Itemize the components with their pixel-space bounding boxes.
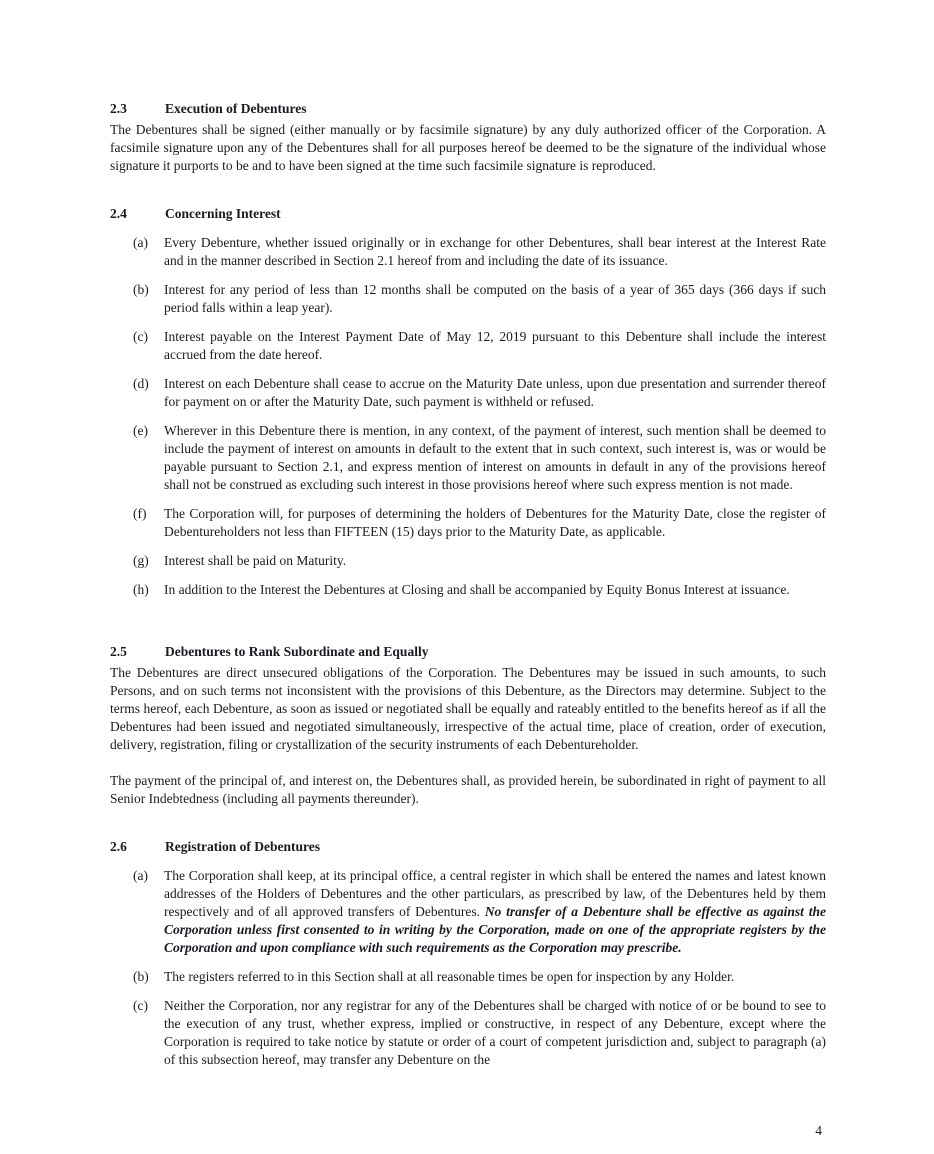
item-text: In addition to the Interest the Debentures at Closing and shall be accompanied by Equity Bonus Interest at issuance. — [164, 582, 790, 597]
item-text-emphasis: No transfer of a Debenture shall be effective as against the Corporation unless first consented to in writing by the Corporation, made on one of the appropriate registers by the Corporation and upon compliance with such requirements as the Corporation may prescribe. — [164, 904, 826, 955]
section-concerning-interest — [110, 205, 826, 599]
section-title: Registration of Debentures — [165, 839, 320, 854]
paragraph: The Debentures shall be signed (either manually or by facsimile signature) by any duly authorized officer of the Corporation. A facsimile signature upon any of the Debentures shall for all purposes hereof be deemed to be the signature of the individual whose signature it purports to be and to have been signed at the time such facsimile signature is reproduced. — [110, 122, 826, 173]
section-heading — [110, 643, 826, 661]
section-title: Concerning Interest — [165, 206, 281, 221]
list-item — [110, 581, 826, 599]
item-marker: (a) — [133, 868, 148, 883]
item-marker: (d) — [133, 376, 149, 391]
section-heading — [110, 205, 826, 223]
item-text: Interest shall be paid on Maturity. — [164, 553, 347, 568]
section-number: 2.4 — [110, 206, 127, 221]
item-marker: (a) — [133, 235, 148, 250]
item-marker: (g) — [133, 553, 149, 568]
item-marker: (h) — [133, 582, 149, 597]
section-heading — [110, 838, 826, 856]
list-item — [110, 505, 826, 541]
section-execution-of-debentures — [110, 100, 826, 175]
list-item — [110, 328, 826, 364]
list-item — [110, 375, 826, 411]
item-text: The Corporation will, for purposes of determining the holders of Debentures for the Maturity Date, close the register of Debentureholders not less than FIFTEEN (15) days prior to the Maturity Date, as applicable. — [164, 506, 826, 539]
item-text: Interest for any period of less than 12 months shall be computed on the basis of a year of 365 days (366 days if such period falls within a leap year). — [164, 282, 826, 315]
section-title: Execution of Debentures — [165, 101, 307, 116]
list-item — [110, 422, 826, 494]
item-text: Wherever in this Debenture there is mention, in any context, of the payment of interest, such mention shall be deemed to include the payment of interest on amounts in default to the extent that in such context, such interest is, was or would be payable pursuant to Section 2.1, and express mention of interest on amounts in default in any of the provisions hereof shall not be construed as excluding such interest in those provisions hereof where such express mention is not made. — [164, 423, 826, 492]
section-number: 2.5 — [110, 644, 127, 659]
paragraph: The payment of the principal of, and interest on, the Debentures shall, as provided herein, be subordinated in right of payment to all Senior Indebtedness (including all payments thereunder). — [110, 773, 826, 806]
item-marker: (c) — [133, 329, 148, 344]
item-marker: (e) — [133, 423, 148, 438]
item-marker: (f) — [133, 506, 147, 521]
section-heading — [110, 100, 826, 118]
section-debentures-rank — [110, 643, 826, 808]
item-text: The registers referred to in this Section shall at all reasonable times be open for inspection by any Holder. — [164, 969, 735, 984]
item-text: Interest payable on the Interest Payment Date of May 12, 2019 pursuant to this Debenture shall include the interest accrued from the date hereof. — [164, 329, 826, 362]
section-number: 2.3 — [110, 101, 127, 116]
list-item — [110, 234, 826, 270]
lettered-list — [110, 234, 826, 599]
list-item — [110, 552, 826, 570]
item-text — [164, 867, 826, 957]
list-item — [110, 997, 826, 1069]
page-number: 4 — [815, 1123, 822, 1138]
list-item — [110, 867, 826, 957]
item-marker: (c) — [133, 998, 148, 1013]
paragraph: The Debentures are direct unsecured obligations of the Corporation. The Debentures may be issued in such amounts, to such Persons, and on such terms not inconsistent with the provisions of this Debenture, as the Directors may determine. Subject to the terms hereof, each Debenture, as soon as issued or negotiated shall be equally and rateably entitled to the benefits hereof as if all the Debentures had been issued and negotiated simultaneously, irrespective of the actual time, place of creation, order of execution, delivery, registration, filing or crystallization of the security instruments of each Debentureholder. — [110, 665, 826, 752]
document-content — [110, 100, 826, 1069]
item-text-normal: The Corporation shall keep, at its principal office, a central register in which shall be entered the names and latest known addresses of the Holders of Debentures and the other particulars, as prescribed by law, of the Debentures held by them respectively and of all approved transfers of Debentures. — [164, 868, 826, 919]
item-marker: (b) — [133, 282, 149, 297]
section-number: 2.6 — [110, 839, 127, 854]
item-marker: (b) — [133, 969, 149, 984]
item-text: Every Debenture, whether issued originally or in exchange for other Debentures, shall bear interest at the Interest Rate and in the manner described in Section 2.1 hereof from and including the date of its issuance. — [164, 235, 826, 268]
item-text: Neither the Corporation, nor any registrar for any of the Debentures shall be charged with notice of or be bound to see to the execution of any trust, whether express, implied or constructive, in respect of any Debenture, except where the Corporation is required to take notice by statute or order of a court of competent jurisdiction and, subject to paragraph (a) of this subsection hereof, may transfer any Debenture on the — [164, 998, 826, 1067]
lettered-list — [110, 867, 826, 1069]
list-item — [110, 968, 826, 986]
section-title: Debentures to Rank Subordinate and Equally — [165, 644, 429, 659]
list-item — [110, 281, 826, 317]
section-registration-of-debentures — [110, 838, 826, 1069]
item-text: Interest on each Debenture shall cease to accrue on the Maturity Date unless, upon due presentation and surrender thereof for payment on or after the Maturity Date, such payment is withheld or refused. — [164, 376, 826, 409]
